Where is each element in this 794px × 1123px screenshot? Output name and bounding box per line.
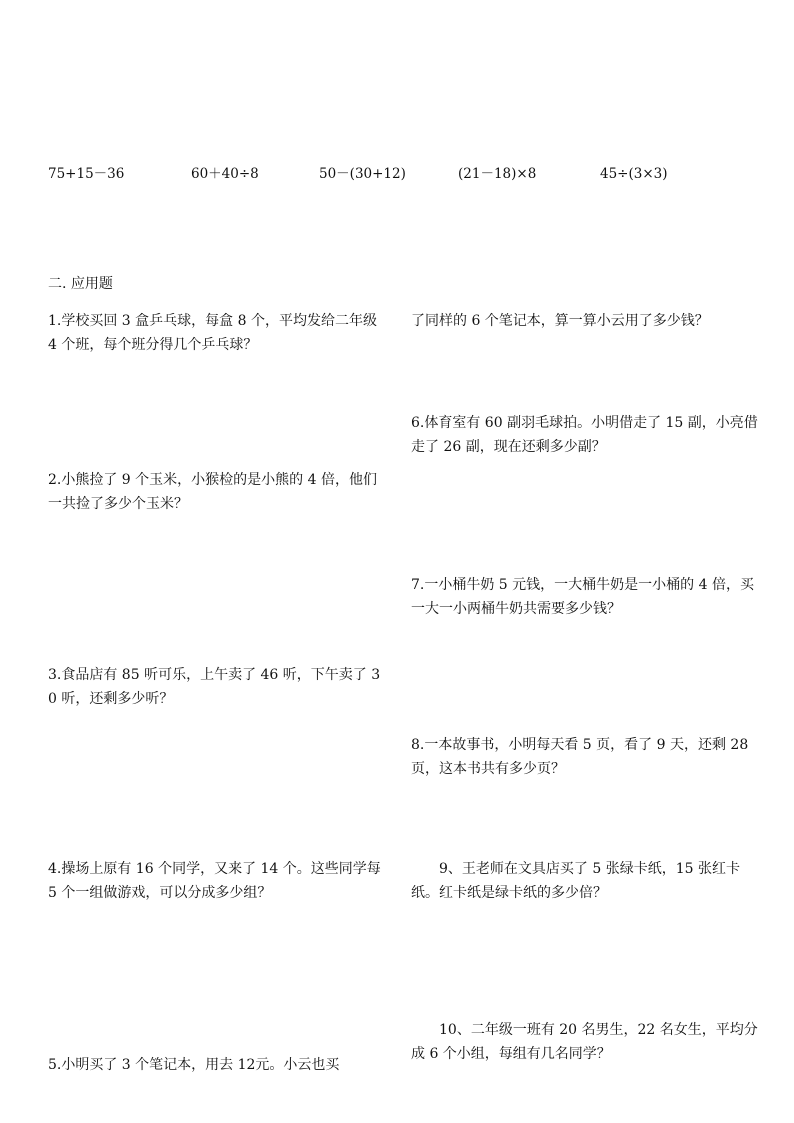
expression-row	[0, 164, 794, 184]
expression-5: 45÷(3×3)	[600, 166, 668, 182]
question-9: 9、王老师在文具店买了 5 张绿卡纸，15 张红卡纸。红卡纸是绿卡纸的多少倍？	[411, 861, 740, 901]
expression-1: 75+15－36	[48, 166, 125, 182]
question-3: 3.食品店有 85 听可乐，上午卖了 46 听，下午卖了 30 听，还剩多少听？	[48, 667, 381, 707]
expression-2: 60＋40÷8	[191, 166, 259, 182]
question-2: 2.小熊捡了 9 个玉米，小猴检的是小熊的 4 倍，他们一共捡了多少个玉米？	[48, 472, 377, 512]
question-4: 4.操场上原有 16 个同学，又来了 14 个。这些同学每 5 个一组做游戏，可以分成多少组？	[48, 861, 386, 901]
question-7: 7.一小桶牛奶 5 元钱，一大桶牛奶是一小桶的 4 倍，买一大一小两桶牛奶共需要多少钱？	[411, 577, 754, 617]
question-6: 6.体育室有 60 副羽毛球拍。小明借走了 15 副，小亮借走了 26 副，现在还剩多少副？	[411, 415, 758, 455]
question-8: 8.一本故事书，小明每天看 5 页，看了 9 天，还剩 28 页，这本书共有多少页？	[411, 737, 753, 777]
expression-3: 50－(30+12)	[319, 166, 406, 182]
section-title: 二. 应用题	[48, 276, 113, 292]
question-1: 1.学校买回 3 盒乒乓球，每盒 8 个，平均发给二年级 4 个班，每个班分得几个乒乓球？	[48, 313, 382, 353]
question-5-continued: 了同样的 6 个笔记本，算一算小云用了多少钱？	[411, 313, 709, 329]
expression-4: (21－18)×8	[458, 166, 537, 182]
question-10: 10、二年级一班有 20 名男生，22 名女生，平均分成 6 个小组，每组有几名同学？	[411, 1022, 758, 1062]
question-5: 5.小明买了 3 个笔记本，用去 12元。小云也买	[48, 1057, 340, 1073]
